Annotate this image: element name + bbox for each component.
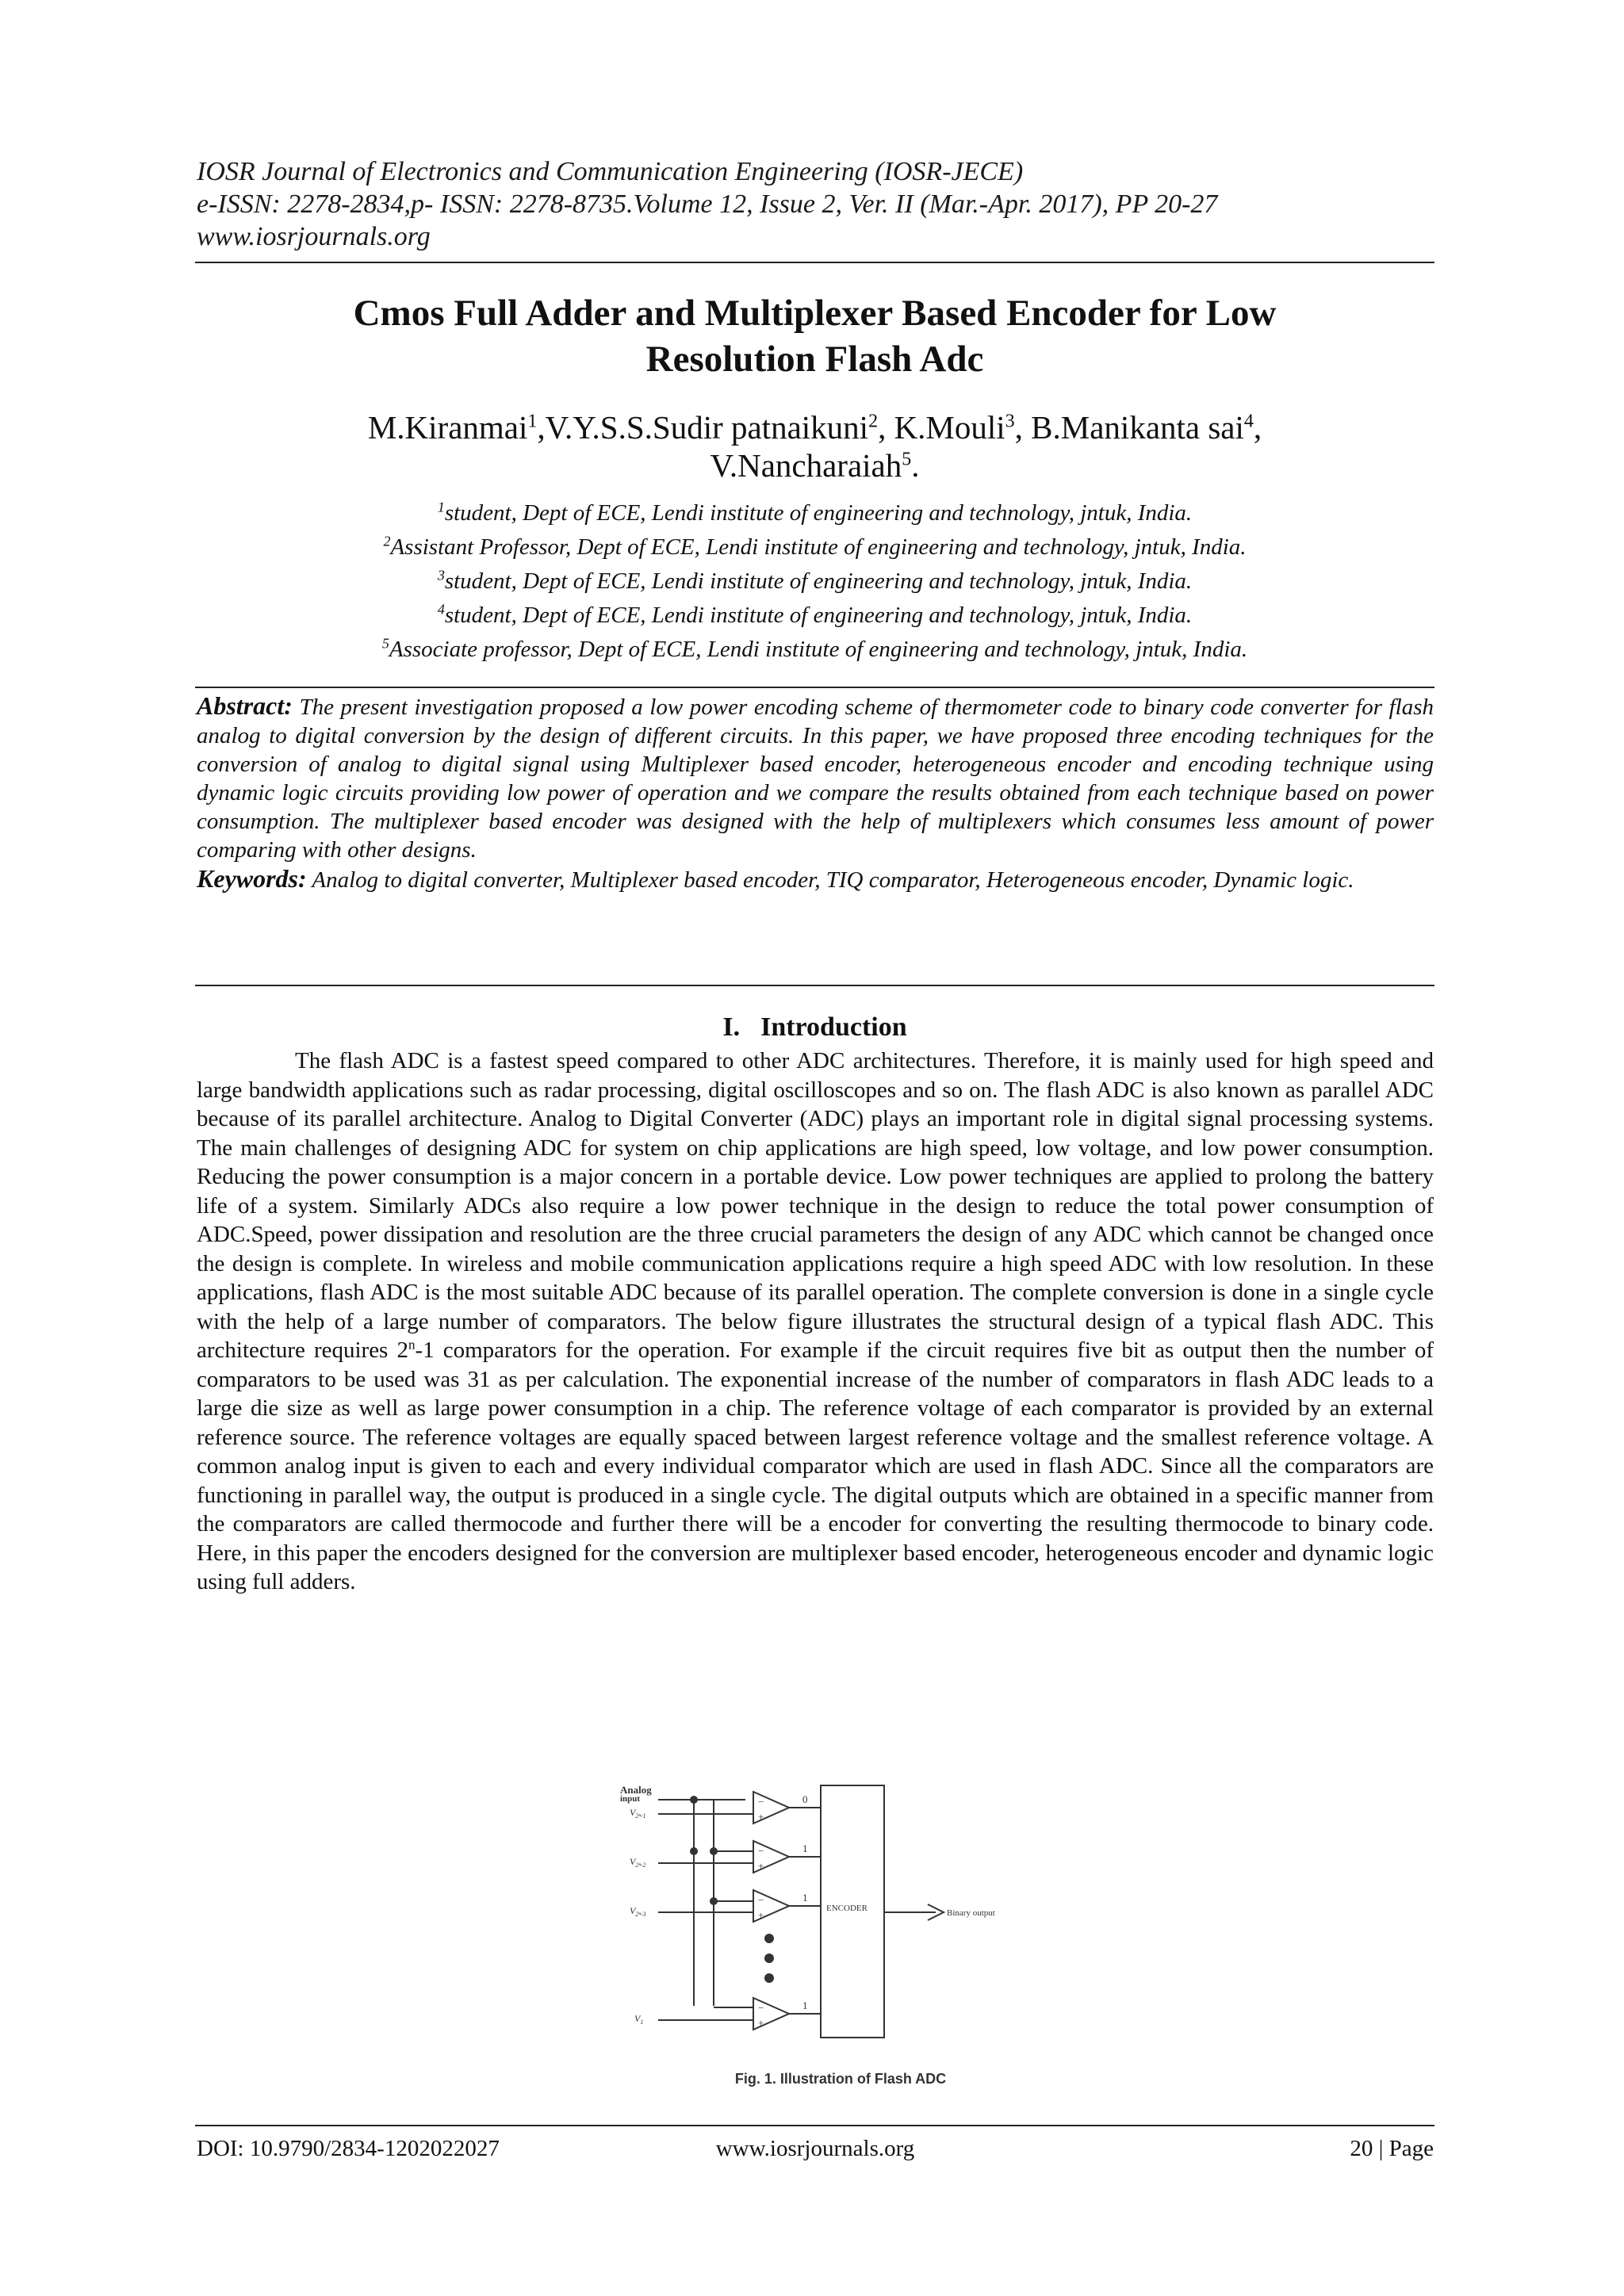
output-bit-0: 0 — [802, 1793, 808, 1805]
author-4-end: , — [1253, 409, 1262, 446]
author-3: , K.Mouli — [878, 409, 1005, 446]
junction-dot-2 — [690, 1847, 698, 1855]
footer-website: www.iosrjournals.org — [715, 2136, 915, 2161]
journal-website: www.iosrjournals.org — [197, 222, 431, 251]
author-5: V.Nancharaiah — [710, 447, 902, 484]
author-5-end: . — [911, 447, 920, 484]
analog-input-label-2: input — [620, 1794, 641, 1804]
ellipsis-dot-3 — [764, 1973, 774, 1983]
author-1: M.Kiranmai — [367, 409, 528, 446]
flash-adc-figure — [619, 1784, 1063, 2117]
abstract-top-rule — [195, 687, 1434, 688]
author-list — [195, 408, 1434, 484]
comparator-2-plus: + — [758, 1860, 764, 1872]
encoder-label: ENCODER — [826, 1904, 868, 1913]
affiliation-3 — [195, 564, 1434, 599]
abstract-block — [197, 691, 1434, 894]
ellipsis-dot-1 — [764, 1934, 774, 1943]
affiliation-3-text: student, Dept of ECE, Lendi institute of engineering and technology, jntuk, India. — [444, 568, 1193, 594]
vref-label-4: $V_1$ — [634, 2013, 644, 2026]
affiliation-1-text: student, Dept of ECE, Lendi institute of engineering and technology, jntuk, India. — [444, 500, 1193, 526]
author-3-sup: 3 — [1005, 411, 1015, 432]
comparator-1-minus: − — [758, 1796, 764, 1808]
abstract-paragraph — [197, 691, 1434, 864]
author-5-sup: 5 — [902, 449, 912, 470]
intro-text-part-1: The flash ADC is a fastest speed compared to other ADC architectures. Therefore, it is mainly used for high speed and large bandwidth applications such as radar processing, digital oscilloscopes and so on. The flash ADC is also known as parallel ADC because of its parallel architecture. Analog to Digital Converter (ADC) plays an important role in digital signal processing systems. The main challenges of designing ADC for system on chip applications are high speed, low voltage, and low power consumption. Reducing the power consumption is a major concern in a portable device. Low power techniques are applied to prolong the battery life of a system. Similarly ADCs also require a low power technique in the design to reduce the total power consumption of ADC.Speed, power dissipation and resolution are the three crucial parameters the design of any ADC which cannot be changed once the design is complete. In wireless and mobile communication applications require a high speed ADC with low resolution. In these applications, flash ADC is the most suitable ADC because of its parallel operation. The complete conversion is done in a single cycle with the help of a large number of comparators. The below figure illustrates the structural design of a typical flash ADC. This architecture requires 2 — [197, 1048, 1434, 1363]
ellipsis-dot-2 — [764, 1954, 774, 1963]
vref-label-2: $V_{2^n-2}$ — [630, 1856, 646, 1869]
vref-label-3: $V_{2^n-3}$ — [630, 1905, 646, 1918]
header-rule — [195, 262, 1434, 263]
author-line-2 — [195, 446, 1434, 484]
output-bit-2: 1 — [802, 1892, 808, 1904]
introduction-body — [197, 1047, 1434, 1597]
vref-label-1: $V_{2^n-1}$ — [630, 1807, 646, 1820]
abstract-bottom-rule — [195, 985, 1434, 986]
abstract-label: Abstract: — [197, 691, 293, 720]
affiliation-5-sup: 5 — [381, 635, 389, 652]
journal-name: IOSR Journal of Electronics and Communication Engineering (IOSR-JECE) — [197, 157, 1024, 186]
author-line-1 — [195, 408, 1434, 446]
analog-input-label-1: Analog — [620, 1784, 652, 1796]
junction-dot-3 — [710, 1847, 718, 1855]
binary-output-label: Binary output — [947, 1908, 995, 1918]
section-number: I. — [722, 1012, 741, 1042]
page-footer — [197, 2133, 1434, 2164]
figure-caption: Fig. 1. Illustration of Flash ADC — [734, 2071, 947, 2087]
footer-rule — [195, 2125, 1434, 2126]
affiliation-1-sup: 1 — [437, 499, 445, 515]
comparator-1-plus: + — [758, 1811, 764, 1823]
comparator-3-minus: − — [758, 1894, 764, 1906]
intro-superscript-n: n — [408, 1337, 416, 1353]
keywords-label: Keywords: — [197, 864, 307, 893]
author-4-sup: 4 — [1243, 411, 1254, 432]
affiliation-4 — [195, 599, 1434, 633]
comparator-3-plus: + — [758, 1909, 764, 1921]
author-2-sup: 2 — [868, 411, 879, 432]
title-line-1: Cmos Full Adder and Multiplexer Based Encoder for Low — [353, 293, 1277, 334]
abstract-text: The present investigation proposed a low power encoding scheme of thermometer code to binary code converter for flash analog to digital conversion by the design of different circuits. In this paper, we have proposed three encoding techniques for the conversion of analog to digital signal using Multiplexer based encoder, heterogeneous encoder and encoding technique using dynamic logic circuits providing low power of operation and we compare the results obtained from each technique based on power consumption. The multiplexer based encoder was designed with the help of multiplexers which consumes less amount of power comparing with other designs. — [197, 695, 1434, 863]
affiliation-2 — [195, 530, 1434, 564]
affiliation-1 — [195, 496, 1434, 530]
affiliation-4-sup: 4 — [437, 601, 445, 618]
affiliation-4-text: student, Dept of ECE, Lendi institute of engineering and technology, jntuk, India. — [444, 603, 1193, 628]
journal-header — [197, 155, 1434, 253]
output-bit-3: 1 — [802, 1999, 808, 2011]
affiliation-2-sup: 2 — [383, 533, 391, 549]
affiliation-3-sup: 3 — [437, 567, 445, 584]
section-heading — [195, 1012, 1434, 1043]
intro-text-part-2: -1 comparators for the operation. For example if the circuit requires five bit as output then the number of comparators to be used was 31 as per calculation. The exponential increase of the number of comparators in flash ADC leads to a large die size as well as large power consumption in a chip. The reference voltage of each comparator is provided by an external reference source. The reference voltages are equally spaced between largest reference voltage and the smallest reference voltage. A common analog input is given to each and every individual comparator which are used in flash ADC. Since all the comparators are functioning in parallel way, the output is produced in a single cycle. The digital outputs which are obtained in a specific manner from the comparators are called thermocode and further there will be a encoder for converting the resulting thermocode to binary code. Here, in this paper the encoders designed for the conversion are multiplexer based encoder, heterogeneous encoder and dynamic logic using full adders. — [197, 1337, 1434, 1594]
affiliation-5 — [195, 633, 1434, 667]
keywords-paragraph — [197, 864, 1434, 894]
keywords-text: Analog to digital converter, Multiplexer based encoder, TIQ comparator, Heterogeneous encoder, Dynamic logic. — [312, 867, 1354, 893]
footer-page-number: 20 | Page — [1350, 2136, 1434, 2161]
comparator-4-plus: + — [758, 2017, 764, 2029]
section-title: Introduction — [760, 1012, 907, 1042]
journal-issn: e-ISSN: 2278-2834,p- ISSN: 2278-8735.Volume 12, Issue 2, Ver. II (Mar.-Apr. 2017), PP 20-27 — [197, 189, 1218, 219]
author-2: ,V.Y.S.S.Sudir patnaikuni — [537, 409, 869, 446]
affiliations — [195, 496, 1434, 667]
paper-title — [195, 290, 1434, 382]
introduction-paragraph — [197, 1047, 1434, 1597]
output-bit-1: 1 — [802, 1843, 808, 1854]
junction-dot-1 — [690, 1796, 698, 1804]
comparator-2-minus: − — [758, 1845, 764, 1857]
footer-doi: DOI: 10.9790/2834-1202022027 — [197, 2136, 500, 2161]
junction-dot-4 — [710, 1897, 718, 1905]
author-4: , B.Manikanta sai — [1014, 409, 1244, 446]
affiliation-5-text: Associate professor, Dept of ECE, Lendi institute of engineering and technology, jntuk, India. — [389, 637, 1248, 662]
comparator-4-minus: − — [758, 2002, 764, 2014]
author-1-sup: 1 — [527, 411, 538, 432]
affiliation-2-text: Assistant Professor, Dept of ECE, Lendi institute of engineering and technology, jntuk, India. — [390, 534, 1247, 560]
title-line-2: Resolution Flash Adc — [645, 339, 984, 380]
